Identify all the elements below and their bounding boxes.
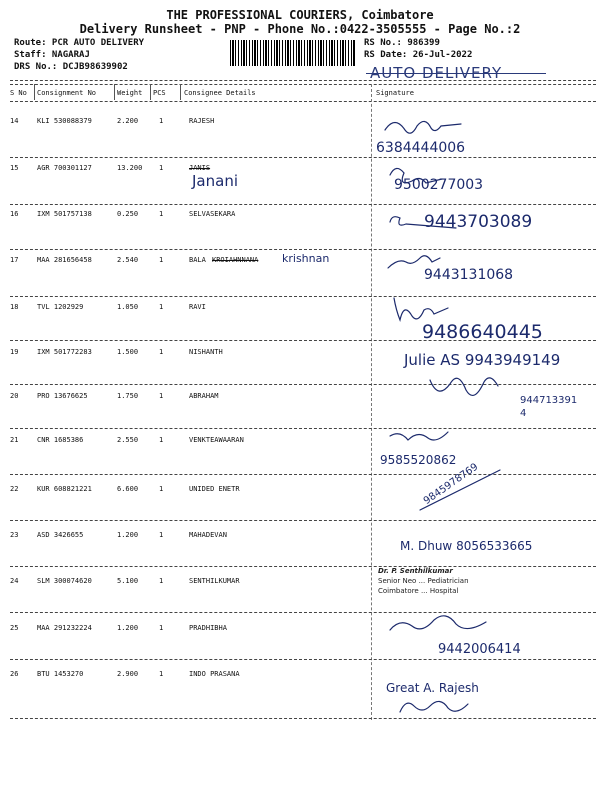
row-signature-phone: 9447133914 <box>520 395 578 419</box>
col-header-sno: S No <box>10 89 27 97</box>
row-consignee: RAVI <box>189 303 206 311</box>
row-consignee: ABRAHAM <box>189 392 219 400</box>
staff-label: Staff: NAGARAJ <box>14 50 90 60</box>
row-sno: 24 <box>10 577 19 585</box>
header-divider <box>10 80 596 81</box>
row-sno: 16 <box>10 210 19 218</box>
rs-date: RS Date: 26-Jul-2022 <box>364 50 473 60</box>
row-signature-phone: 9442006414 <box>438 642 521 657</box>
col-header-signature: Signature <box>376 89 414 97</box>
row-consignment: MAA 281656458 <box>37 256 92 264</box>
row-signature-phone: 9845978769 <box>421 461 481 508</box>
row-weight: 13.200 <box>117 164 143 172</box>
row-signature-phone: M. Dhuw 8056533665 <box>400 539 533 553</box>
row-consignment: PRO 13676625 <box>37 392 88 400</box>
row-consignment: KLI 530088379 <box>37 117 92 125</box>
row-consignment: SLM 300074620 <box>37 577 92 585</box>
row-signature-phone: 9443703089 <box>424 212 533 232</box>
route-label: Route: PCR AUTO DELIVERY <box>14 38 145 48</box>
runsheet-subtitle: Delivery Runsheet - PNP - Phone No.:0422-3505555 - Page No.:2 <box>79 22 521 36</box>
row-pcs: 1 <box>159 256 164 264</box>
row-weight: 1.500 <box>117 348 139 356</box>
row-consignee-handwritten: krishnan <box>282 252 330 265</box>
row-consignment: IXM 501757138 <box>37 210 92 218</box>
row-weight: 1.200 <box>117 531 139 539</box>
row-consignee: SENTHILKUMAR <box>189 577 240 585</box>
row-consignee-handwritten: Janani <box>192 172 238 190</box>
row-pcs: 1 <box>159 624 164 632</box>
row-pcs: 1 <box>159 670 164 678</box>
signature-scribble <box>420 470 500 510</box>
row-signature-phone: 9500277003 <box>394 177 484 193</box>
signature-scribble <box>394 298 448 320</box>
auto-delivery-stamp: AUTO DELIVERY <box>370 64 503 82</box>
row-signature-phone: 6384444006 <box>376 140 466 156</box>
header-divider <box>10 84 596 85</box>
row-weight: 1.050 <box>117 303 139 311</box>
row-signature-phone: 9486640445 <box>422 321 543 343</box>
row-weight: 0.250 <box>117 210 139 218</box>
row-sno: 19 <box>10 348 19 356</box>
row-signature-phone: 9443131068 <box>424 267 514 283</box>
row-pcs: 1 <box>159 436 164 444</box>
rs-number: RS No.: 986399 <box>364 38 440 48</box>
row-sno: 21 <box>10 436 19 444</box>
stamp-underline <box>366 73 546 74</box>
row-sno: 15 <box>10 164 19 172</box>
row-sno: 25 <box>10 624 19 632</box>
row-pcs: 1 <box>159 303 164 311</box>
signature-scribble <box>385 121 461 133</box>
row-weight: 2.550 <box>117 436 139 444</box>
doctor-stamp-title: Senior Neo ... Pediatrician <box>378 577 469 585</box>
row-consignment: CNR 1685386 <box>37 436 84 444</box>
row-pcs: 1 <box>159 485 164 493</box>
col-header-consignment: Consignment No <box>37 89 97 97</box>
row-weight: 6.600 <box>117 485 139 493</box>
row-sno: 20 <box>10 392 19 400</box>
col-header-pcs: PCS <box>153 89 166 97</box>
column-rule <box>180 84 181 100</box>
signature-scribble <box>430 378 498 396</box>
row-consignee: NISHANTH <box>189 348 223 356</box>
row-pcs: 1 <box>159 117 164 125</box>
signature-scribble <box>390 432 448 440</box>
row-consignee: VENKTEAWAARAN <box>189 436 244 444</box>
row-weight: 2.900 <box>117 670 139 678</box>
col-header-consignee: Consignee Details <box>184 89 256 97</box>
signature-scribble <box>388 256 440 268</box>
doctor-stamp-name: Dr. P. Senthilkumar <box>378 567 453 575</box>
barcode <box>230 40 356 66</box>
column-rule <box>114 84 115 100</box>
row-consignment: IXM 501772283 <box>37 348 92 356</box>
row-consignment: MAA 291232224 <box>37 624 92 632</box>
row-consignee: PRADHIBHA <box>189 624 227 632</box>
row-signature-phone: 9585520862 <box>380 453 457 467</box>
row-consignment: KUR 608821221 <box>37 485 92 493</box>
row-consignee: INDO PRASANA <box>189 670 240 678</box>
row-consignee: MAHADEVAN <box>189 531 227 539</box>
row-pcs: 1 <box>159 210 164 218</box>
row-consignment: BTU 1453270 <box>37 670 84 678</box>
row-consignee: JANIS <box>189 164 211 172</box>
row-weight: 1.750 <box>117 392 139 400</box>
row-weight: 5.100 <box>117 577 139 585</box>
row-consignment: ASD 3426655 <box>37 531 84 539</box>
signature-scribble <box>390 217 456 228</box>
row-consignee: BALA <box>189 256 206 264</box>
row-pcs: 1 <box>159 392 164 400</box>
row-pcs: 1 <box>159 164 164 172</box>
drs-label: DRS No.: DCJB98639902 <box>14 62 128 72</box>
doctor-stamp-hospital: Coimbatore ... Hospital <box>378 587 459 595</box>
signature-scribble <box>390 168 442 183</box>
row-consignment: AGR 700301127 <box>37 164 92 172</box>
col-header-weight: Weight <box>117 89 143 97</box>
row-sno: 23 <box>10 531 19 539</box>
row-pcs: 1 <box>159 348 164 356</box>
row-consignment: TVL 1202929 <box>37 303 84 311</box>
row-consignee-struck: KROIAHNNANA <box>212 256 259 264</box>
row-weight: 1.200 <box>117 624 139 632</box>
row-signature-phone: Great A. Rajesh <box>386 681 479 695</box>
company-title: THE PROFESSIONAL COURIERS, Coimbatore <box>166 8 434 22</box>
signature-scribble <box>390 616 486 630</box>
signature-scribble <box>400 701 468 712</box>
row-sno: 18 <box>10 303 19 311</box>
row-sno: 26 <box>10 670 19 678</box>
row-sno: 22 <box>10 485 19 493</box>
row-signature-phone: Julie AS 9943949149 <box>404 351 561 369</box>
row-sno: 14 <box>10 117 19 125</box>
row-consignee: UNIDED ENETR <box>189 485 240 493</box>
row-sno: 17 <box>10 256 19 264</box>
row-weight: 2.200 <box>117 117 139 125</box>
row-consignee: SELVASEKARA <box>189 210 236 218</box>
row-weight: 2.540 <box>117 256 139 264</box>
row-pcs: 1 <box>159 577 164 585</box>
column-rule <box>150 84 151 100</box>
column-rule <box>34 84 35 100</box>
signature-scribbles <box>370 100 600 720</box>
row-consignee: RAJESH <box>189 117 215 125</box>
row-pcs: 1 <box>159 531 164 539</box>
